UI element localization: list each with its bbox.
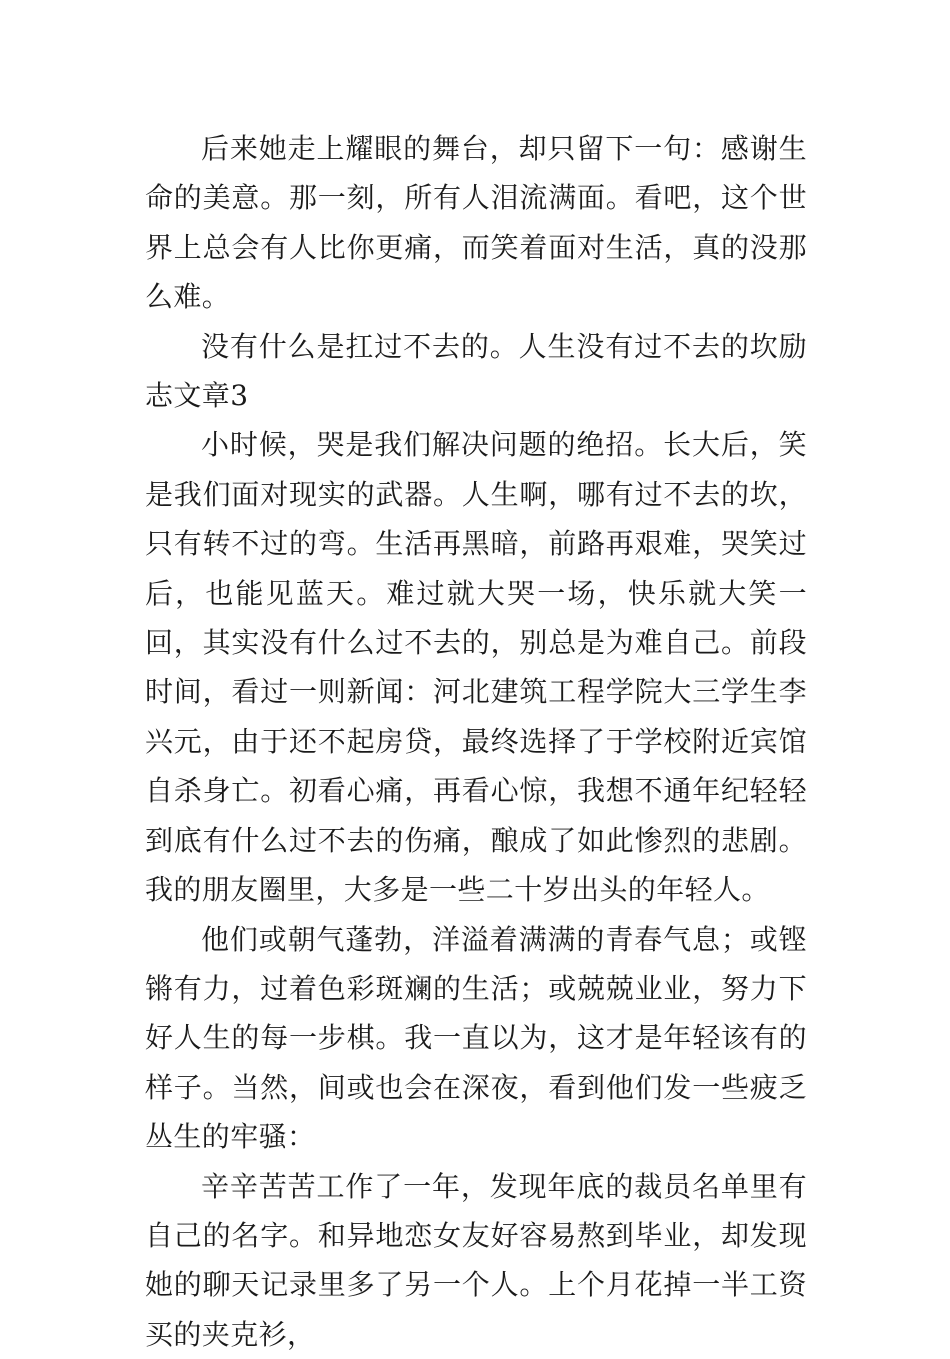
paragraph: 后来她走上耀眼的舞台，却只留下一句：感谢生命的美意。那一刻，所有人泪流满面。看吧，这个世界上总会有人比你更痛，而笑着面对生活，真的没那么难。: [145, 132, 807, 314]
document-body: [145, 124, 807, 1359]
paragraph: 他们或朝气蓬勃，洋溢着满满的青春气息；或铿锵有力，过着色彩斑斓的生活；或兢兢业业，努力下好人生的每一步棋。我一直以为，这才是年轻该有的样子。当然，间或也会在深夜，看到他们发一些疲乏丛生的牢骚：: [145, 922, 807, 1154]
paragraph: 没有什么是扛过不去的。人生没有过不去的坎励志文章3: [145, 329, 807, 413]
paragraph: 辛辛苦苦工作了一年，发现年底的裁员名单里有自己的名字。和异地恋女友好容易熬到毕业，却发现她的聊天记录里多了另一个人。上个月花掉一半工资买的夹克衫，: [145, 1169, 807, 1351]
paragraph: 小时候，哭是我们解决问题的绝招。长大后，笑是我们面对现实的武器。人生啊，哪有过不去的坎，只有转不过的弯。生活再黑暗，前路再艰难，哭笑过后，也能见蓝天。难过就大哭一场，快乐就大笑一回，其实没有什么过不去的，别总是为难自己。前段时间，看过一则新闻：河北建筑工程学院大三学生李兴元，由于还不起房贷，最终选择了于学校附近宾馆自杀身亡。初看心痛，再看心惊，我想不通年纪轻轻到底有什么过不去的伤痛，酿成了如此惨烈的悲剧。我的朋友圈里，大多是一些二十岁出头的年轻人。: [145, 428, 807, 907]
